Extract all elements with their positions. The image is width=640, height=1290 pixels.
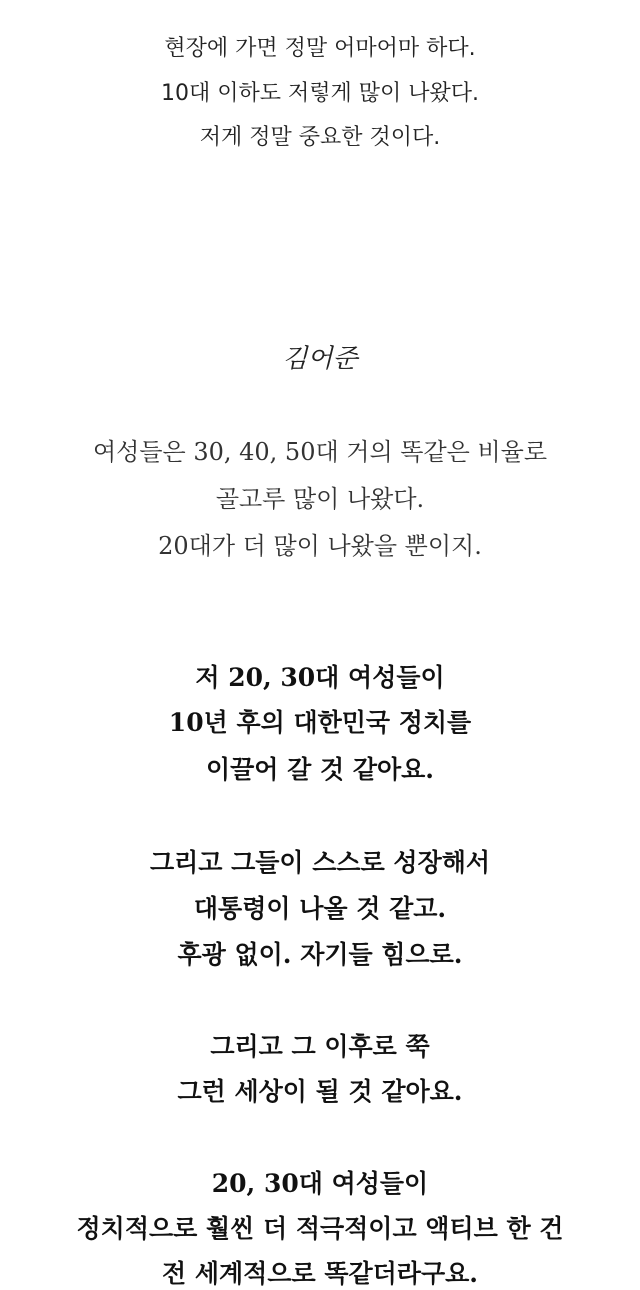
quote-line: 그런 세상이 될 것 같아요. [177,1077,463,1106]
quote-line: 저 20, 30대 여성들이 [195,663,445,692]
response-line: 20대가 더 많이 나왔을 뿐이지. [158,532,482,560]
quote-line: 20, 30대 여성들이 [211,1169,429,1198]
quote-line: 그리고 그 이후로 쭉 [210,1032,430,1061]
response-line: 여성들은 30, 40, 50대 거의 똑같은 비율로 [92,438,548,466]
intro-line: 현장에 가면 정말 어마어마 하다. [164,36,476,61]
quote-line: 대통령이 나올 것 같고. [193,894,447,923]
quote-line: 10년 후의 대한민국 정치를 [168,708,472,737]
response-line: 골고루 많이 나왔다. [215,485,425,513]
quote-line: 그리고 그들이 스스로 성장해서 [149,848,491,877]
quote-line: 전 세계적으로 똑같더라구요. [162,1259,478,1288]
intro-line: 10대 이하도 저렇게 많이 나왔다. [161,81,479,106]
intro-line: 저게 정말 중요한 것이다. [199,125,441,150]
quote-line: 정치적으로 훨씬 더 적극적이고 액티브 한 건 [76,1214,564,1243]
quote-line: 이끌어 갈 것 같아요. [205,755,434,784]
quote-line: 후광 없이. 자기들 힘으로. [177,940,463,969]
speaker-name: 김어준 [282,344,358,374]
